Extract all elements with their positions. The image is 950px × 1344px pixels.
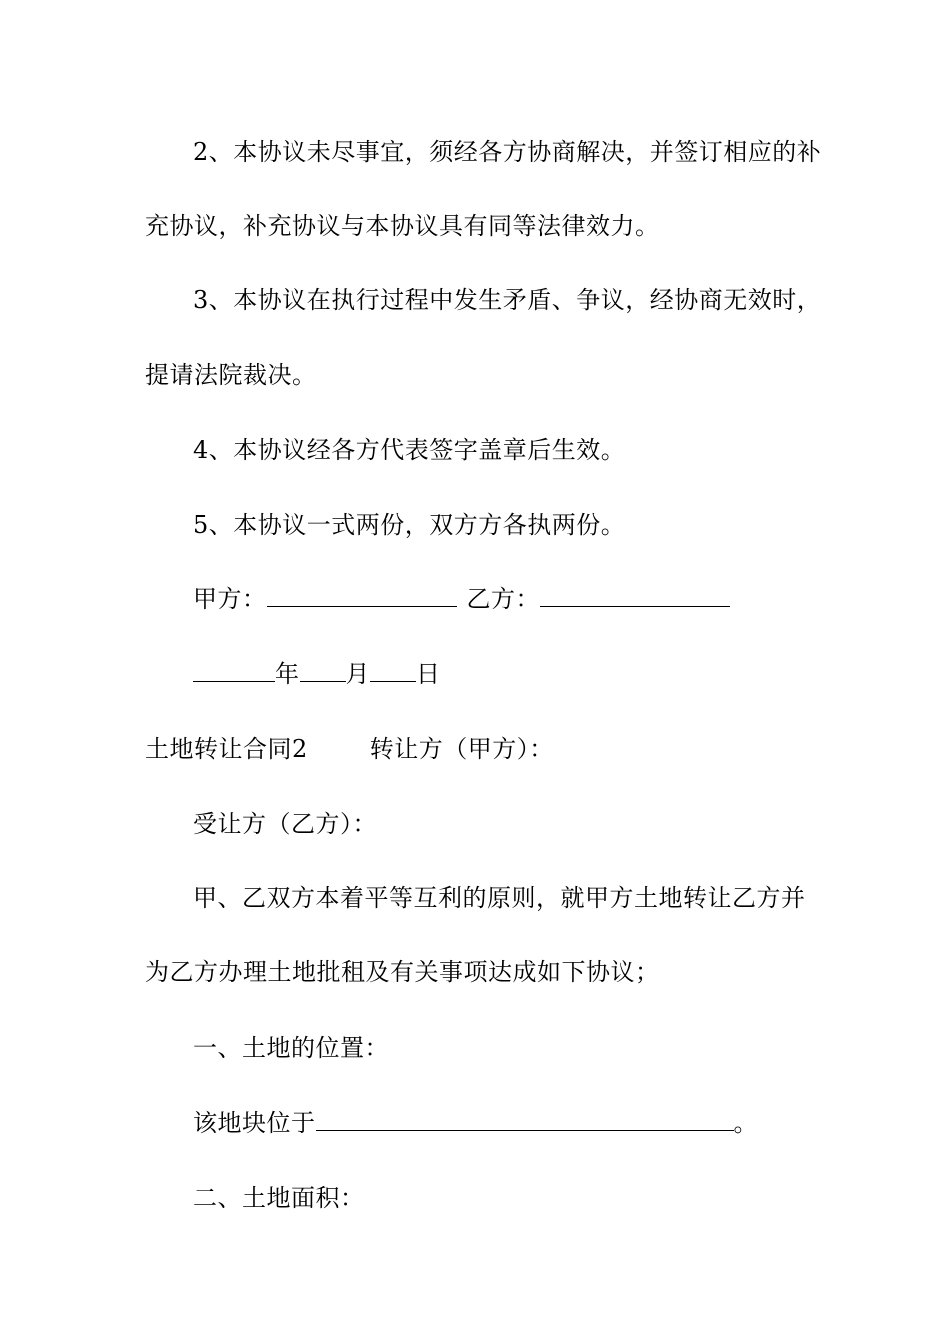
month-blank (300, 659, 346, 682)
contract-2-title: 土地转让合同2 (145, 735, 308, 763)
clause-3-line-1: 3、本协议在执行过程中发生矛盾、争议，经协商无效时， (193, 286, 822, 314)
intro-line-1: 甲、乙双方本着平等互利的原则，就甲方土地转让乙方并 (193, 884, 806, 912)
day-blank (370, 659, 416, 682)
location-blank (316, 1108, 734, 1131)
location-prefix: 该地块位于 (193, 1109, 316, 1137)
intro-line-2: 为乙方办理土地批租及有关事项达成如下协议； (145, 958, 660, 986)
date-row (193, 659, 441, 689)
clause-5: 5、本协议一式两份，双方方各执两份。 (193, 511, 626, 539)
year-label: 年 (275, 660, 300, 688)
party-b-blank (540, 584, 730, 607)
location-suffix: 。 (733, 1109, 758, 1137)
signature-row (193, 584, 730, 614)
clause-2-line-2: 充协议，补充协议与本协议具有同等法律效力。 (145, 212, 660, 240)
transferee-label: 受让方（乙方）： (193, 810, 377, 838)
contract-2-header (145, 734, 554, 764)
clause-3-line-2: 提请法院裁决。 (145, 361, 317, 389)
section-1-heading: 一、土地的位置： (193, 1034, 389, 1062)
month-label: 月 (345, 660, 370, 688)
party-a-label: 甲方： (193, 585, 267, 613)
location-row (193, 1108, 758, 1138)
section-2-heading: 二、土地面积： (193, 1184, 365, 1212)
day-label: 日 (416, 660, 441, 688)
clause-2-line-1: 2、本协议未尽事宜，须经各方协商解决，并签订相应的补 (193, 138, 822, 166)
party-b-label: 乙方： (466, 585, 540, 613)
year-blank (193, 659, 275, 682)
clause-4: 4、本协议经各方代表签字盖章后生效。 (193, 436, 626, 464)
transferor-label: 转让方（甲方）： (369, 735, 554, 763)
party-a-blank (267, 584, 457, 607)
